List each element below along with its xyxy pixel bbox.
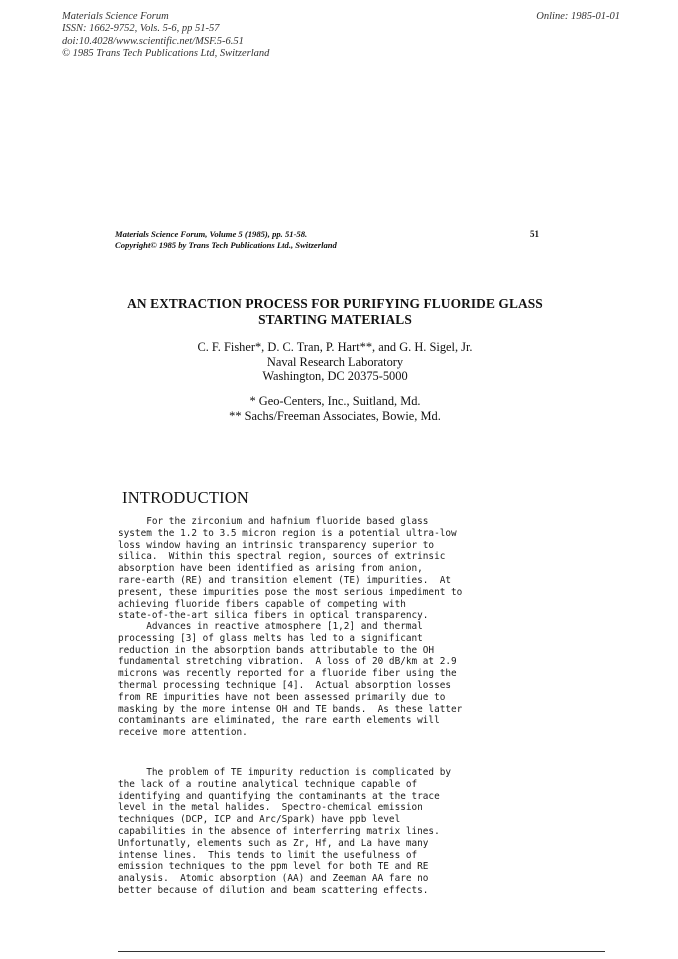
text-line: processing [3] of glass melts has led to a significant [118, 632, 423, 644]
issn-line: ISSN: 1662-9752, Vols. 5-6, pp 51-57 [62, 23, 220, 35]
text-line: analysis. Atomic absorption (AA) and Zeeman AA fare no [118, 873, 429, 885]
text-line: Unfortunatly, elements such as Zr, Hf, and La have many [118, 837, 429, 849]
text-line: level in the metal halides. Spectro-chemical emission [118, 802, 423, 814]
text-line: loss window having an intrinsic transparency superior to [118, 539, 435, 551]
doi-line: doi:10.4028/www.scientific.net/MSF.5-6.51 [62, 35, 244, 47]
journal-copyright-line: Copyright© 1985 by Trans Tech Publications Ltd., Switzerland [115, 239, 337, 250]
text-line: reduction in the absorption bands attributable to the OH [118, 644, 435, 656]
institution-address: Washington, DC 20375-5000 [262, 369, 408, 383]
text-line: thermal processing technique [4]. Actual absorption losses [118, 679, 452, 691]
text-line: emission techniques to the ppm level for both TE and RE [118, 861, 429, 873]
text-line: system the 1.2 to 3.5 micron region is a potential ultra-low [118, 527, 457, 539]
paragraph-2 [118, 621, 462, 739]
text-line: state-of-the-art silica fibers in optical transparency. [118, 610, 429, 622]
author-names: C. F. Fisher*, D. C. Tran, P. Hart**, and G. H. Sigel, Jr. [197, 340, 473, 354]
copyright-line: © 1985 Trans Tech Publications Ltd, Switzerland [62, 48, 270, 60]
text-line: The problem of TE impurity reduction is complicated by [118, 767, 452, 778]
text-line: microns was recently reported for a fluoride fiber using the [118, 668, 457, 680]
title-line-2: STARTING MATERIALS [258, 312, 412, 327]
page-number: 51 [530, 229, 539, 239]
bottom-rule [118, 951, 605, 952]
paragraph-3 [118, 767, 451, 897]
section-heading: INTRODUCTION [122, 488, 250, 507]
text-line: from RE impurities have not been assessed primarily due to [118, 691, 446, 703]
text-line: identifying and quantifying the contaminants at the trace [118, 790, 440, 802]
text-line: better because of dilution and beam scattering effects. [118, 884, 429, 896]
affiliations-block [110, 394, 560, 423]
paragraph-1 [118, 516, 462, 622]
text-line: the lack of a routine analytical technique capable of [118, 778, 418, 790]
institution: Naval Research Laboratory [266, 354, 404, 369]
journal-name-line: Materials Science Forum [62, 11, 169, 22]
title-line-1: AN EXTRACTION PROCESS FOR PURIFYING FLUORIDE GLASS [127, 296, 543, 311]
text-line: fundamental stretching vibration. A loss of 20 dB/km at 2.9 [118, 656, 457, 668]
text-line: rare-earth (RE) and transition element (TE) impurities. At [118, 574, 452, 586]
text-line: present, these impurities pose the most serious impediment to [118, 586, 463, 598]
text-line: masking by the more intense OH and TE bands. As these latter [118, 703, 463, 715]
text-line: capabilities in the absence of interferring matrix lines. [118, 825, 440, 837]
journal-volume-line: Materials Science Forum, Volume 5 (1985), pp. 51-58. [115, 229, 308, 239]
text-line: techniques (DCP, ICP and Arc/Spark) have ppb level [118, 814, 401, 826]
affiliation-2: ** Sachs/Freeman Associates, Bowie, Md. [229, 408, 441, 423]
text-line: contaminants are eliminated, the rare earth elements will [118, 715, 440, 727]
text-line: For the zirconium and hafnium fluoride based glass [118, 516, 429, 527]
text-line: achieving fluoride fibers capable of competing with [118, 598, 406, 610]
affiliation-1: * Geo-Centers, Inc., Suitland, Md. [249, 394, 421, 408]
text-line: intense lines. This tends to limit the usefulness of [118, 849, 418, 861]
text-line: Advances in reactive atmosphere [1,2] and thermal [118, 621, 423, 632]
journal-header [115, 229, 337, 250]
text-line: absorption have been identified as arising from anion, [118, 563, 423, 575]
text-line: silica. Within this spectral region, sources of extrinsic [118, 551, 446, 563]
text-line: receive more attention. [118, 727, 248, 739]
citation-metadata [62, 11, 269, 61]
paper-title [110, 296, 560, 328]
online-date: Online: 1985-01-01 [536, 11, 620, 22]
authors-block [110, 340, 560, 384]
